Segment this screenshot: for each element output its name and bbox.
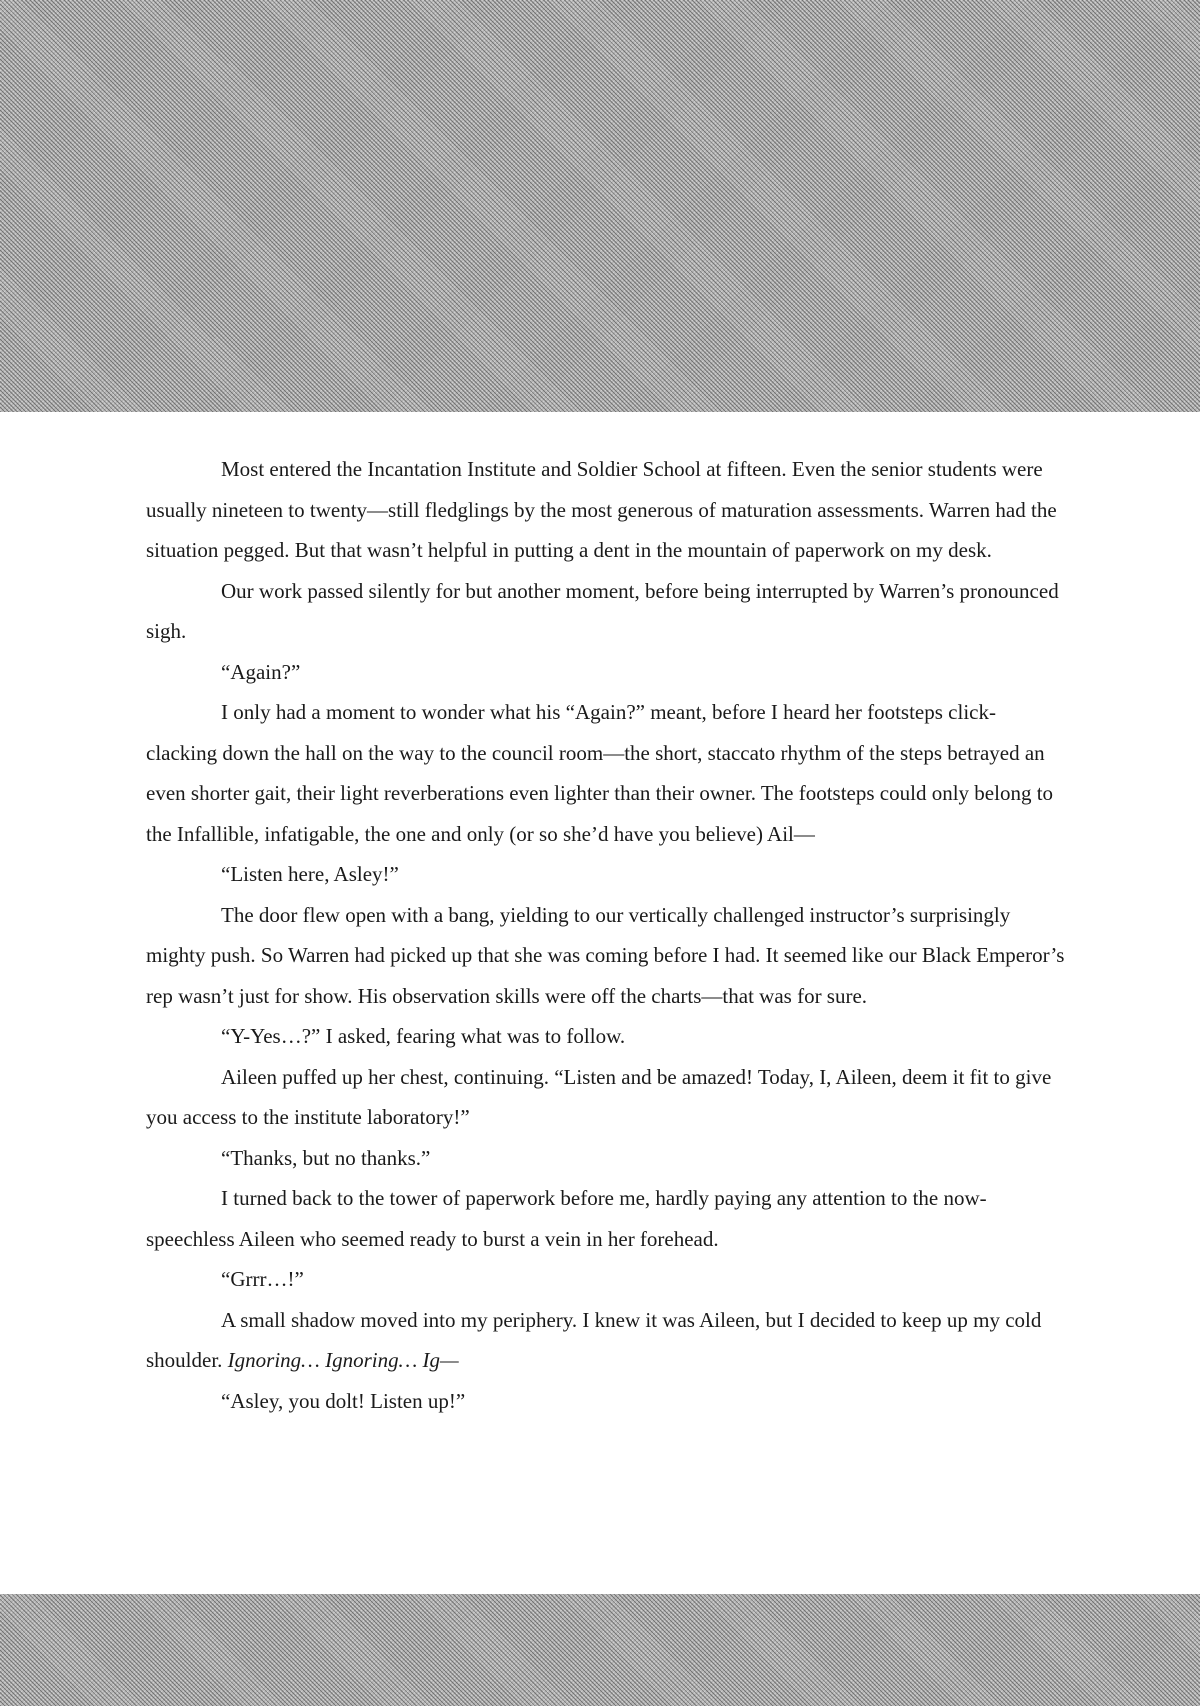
paragraph: Our work passed silently for but another moment, before being interrupted by Warren’s pronounced sigh. bbox=[146, 578, 1059, 643]
top-halftone-band bbox=[0, 0, 1200, 412]
paragraph: The door flew open with a bang, yielding to our vertically challenged instructor’s surprisingly mighty push. So Warren had picked up that she was coming before I had. It seemed like our Black Emperor’s rep wasn’t just for show. His observation skills were off the charts—that was for sure. bbox=[146, 902, 1065, 1008]
paragraph-shadow bbox=[146, 1300, 1066, 1381]
paragraph: I only had a moment to wonder what his “Again?” meant, before I heard her footsteps click-clacking down the hall on the way to the council room—the short, staccato rhythm of the steps betrayed an even shorter gait, their light reverberations even lighter than their owner. The footsteps could only belong to the Infallible, infatigable, the one and only (or so she’d have you believe) Ail— bbox=[146, 700, 1054, 846]
paragraph: “Grrr…!” bbox=[221, 1267, 304, 1291]
paragraph: I turned back to the tower of paperwork before me, hardly paying any attention to the now-speechless Aileen who seemed ready to burst a vein in her forehead. bbox=[146, 1186, 987, 1251]
bottom-halftone-band bbox=[0, 1594, 1200, 1706]
paragraph: “Thanks, but no thanks.” bbox=[221, 1145, 431, 1170]
paragraph: Aileen puffed up her chest, continuing. “Listen and be amazed! Today, I, Aileen, deem it fit to give you access to the institute laboratory!” bbox=[146, 1064, 1052, 1129]
paragraph: “Again?” bbox=[221, 659, 301, 684]
paragraph: “Listen here, Asley!” bbox=[221, 862, 399, 886]
paragraph-final: “Asley, you dolt! Listen up!” bbox=[221, 1388, 466, 1413]
paragraph: “Y-Yes…?” I asked, fearing what was to follow. bbox=[221, 1024, 626, 1048]
paragraph: Most entered the Incantation Institute and Soldier School at fifteen. Even the senior students were usually nineteen to twenty—still fledglings by the most generous of maturation assessments. Warren had the situation pegged. But that wasn’t helpful in putting a dent in the mountain of paperwork on my desk. bbox=[146, 457, 1057, 562]
shadow-text: A small shadow moved into my periphery. I knew it was Aileen, but I decided to keep up my cold shoulder. bbox=[146, 1307, 1042, 1372]
ignoring-italic: Ignoring… Ignoring… Ig— bbox=[227, 1348, 459, 1372]
body-text bbox=[146, 449, 1066, 1421]
